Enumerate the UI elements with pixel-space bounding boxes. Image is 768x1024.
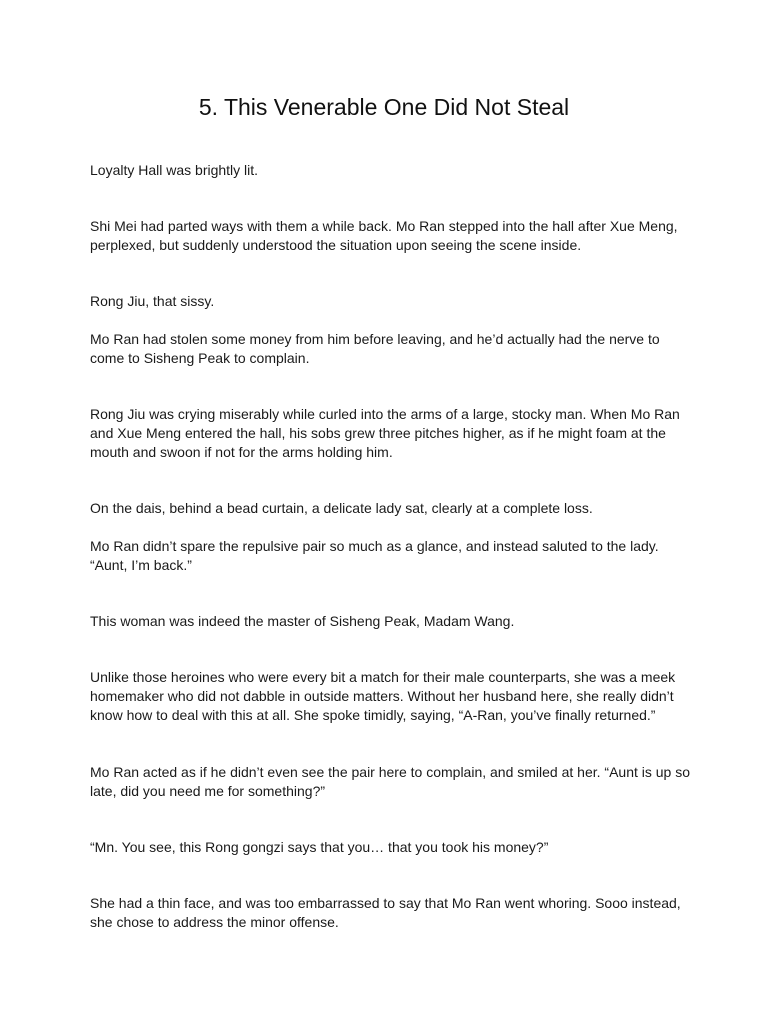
paragraph: Rong Jiu was crying miserably while curled into the arms of a large, stocky man. When Mo Ran and Xue Meng entered the hall, his sobs grew three pitches higher, as if he might foam at the mouth and swoon if not for the arms holding him. xyxy=(90,406,680,460)
chapter-title: 5. This Venerable One Did Not Steal xyxy=(198,94,570,120)
paragraph: “Mn. You see, this Rong gongzi says that you… that you took his money?” xyxy=(90,839,549,855)
paragraph: Mo Ran didn’t spare the repulsive pair so much as a glance, and instead saluted to the lady. “Aunt, I’m back.” xyxy=(90,538,659,573)
paragraph: Mo Ran acted as if he didn’t even see the pair here to complain, and smiled at her. “Aunt is up so late, did you need me for something?” xyxy=(90,764,691,799)
paragraph: Shi Mei had parted ways with them a while back. Mo Ran stepped into the hall after Xue Meng, perplexed, but suddenly understood the situation upon seeing the scene inside. xyxy=(90,218,678,253)
paragraph: Rong Jiu, that sissy. xyxy=(90,293,215,309)
paragraph: This woman was indeed the master of Sisheng Peak, Madam Wang. xyxy=(90,613,515,629)
paragraph: Unlike those heroines who were every bit a match for their male counterparts, she was a meek homemaker who did not dabble in outside matters. Without her husband here, she really didn’t know how to deal with this at all. She spoke timidly, saying, “A-Ran, you’ve finally returned.” xyxy=(90,669,676,723)
paragraph: Loyalty Hall was brightly lit. xyxy=(90,162,259,178)
paragraph: Mo Ran had stolen some money from him before leaving, and he’d actually had the nerve to come to Sisheng Peak to complain. xyxy=(90,331,660,366)
paragraph: On the dais, behind a bead curtain, a delicate lady sat, clearly at a complete loss. xyxy=(90,500,593,516)
paragraph: She had a thin face, and was too embarrassed to say that Mo Ran went whoring. Sooo instead, she chose to address the minor offense. xyxy=(90,895,681,930)
